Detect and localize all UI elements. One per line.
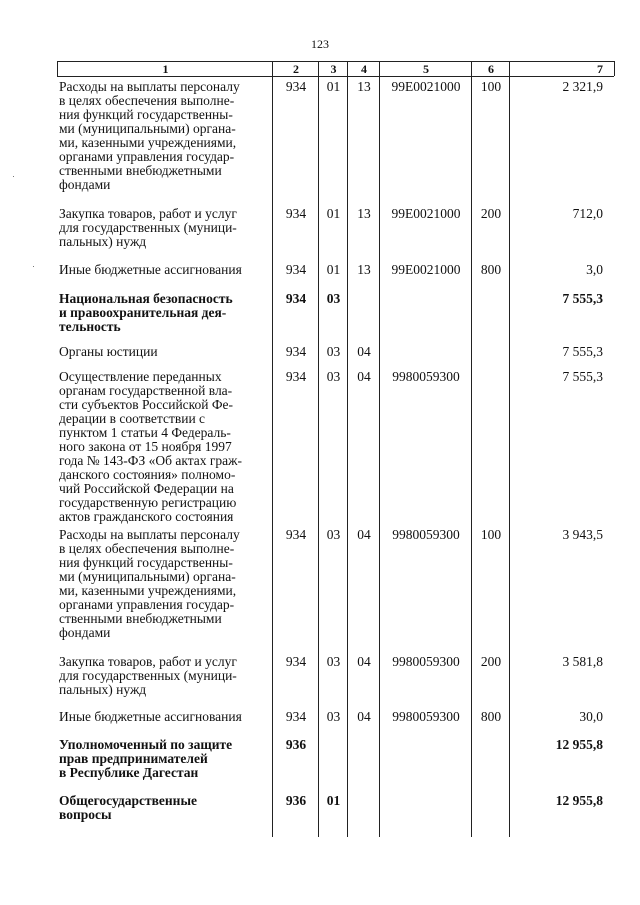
row-section: 03 <box>326 709 341 724</box>
header-cell: 7 <box>597 62 603 76</box>
header-cell: 6 <box>488 62 494 76</box>
header-cell: 5 <box>423 62 429 76</box>
row-expense-type: 200 <box>480 206 502 221</box>
column-divider <box>272 61 273 837</box>
row-section: 01 <box>326 793 341 808</box>
row-section: 03 <box>326 291 341 306</box>
row-target: 99Е0021000 <box>391 262 461 277</box>
row-amount: 712,0 <box>572 206 603 221</box>
row-section: 01 <box>326 206 341 221</box>
row-code: 934 <box>285 79 307 94</box>
row-amount: 7 555,3 <box>562 344 603 359</box>
row-amount: 12 955,8 <box>555 737 603 752</box>
row-amount: 12 955,8 <box>555 793 603 808</box>
row-name: Уполномоченный по защите прав предпринимателей в Республике Дагестан <box>59 737 233 780</box>
row-expense-type: 100 <box>480 79 502 94</box>
row-amount: 3 943,5 <box>562 527 603 542</box>
page-number: 123 <box>311 37 329 51</box>
row-name: Закупка товаров, работ и услуг для государственных (муници- пальных) нужд <box>59 206 237 249</box>
row-amount: 30,0 <box>579 709 603 724</box>
row-subsection: 04 <box>357 344 371 359</box>
row-expense-type: 800 <box>480 262 502 277</box>
row-section: 01 <box>326 79 341 94</box>
row-subsection: 13 <box>357 79 371 94</box>
row-expense-type: 200 <box>480 654 502 669</box>
row-name: Иные бюджетные ассигнования <box>59 709 242 724</box>
row-amount: 2 321,9 <box>562 79 603 94</box>
row-amount: 7 555,3 <box>562 291 603 306</box>
row-name: Органы юстиции <box>59 344 158 359</box>
row-code: 934 <box>285 344 307 359</box>
column-divider <box>471 61 472 837</box>
row-subsection: 04 <box>357 527 371 542</box>
row-section: 01 <box>326 262 341 277</box>
header-cell: 1 <box>162 62 169 76</box>
row-name: Общегосударственные вопросы <box>59 793 197 822</box>
row-code: 934 <box>285 527 307 542</box>
row-code: 934 <box>285 709 307 724</box>
column-divider <box>379 61 380 837</box>
column-divider <box>57 61 58 76</box>
row-section: 03 <box>326 344 341 359</box>
row-expense-type: 800 <box>480 709 502 724</box>
row-subsection: 13 <box>357 206 371 221</box>
row-expense-type: 100 <box>480 527 502 542</box>
row-section: 03 <box>326 654 341 669</box>
row-name: Закупка товаров, работ и услуг для государственных (муници- пальных) нужд <box>59 654 237 697</box>
column-divider <box>347 61 348 837</box>
row-name: Расходы на выплаты персоналу в целях обеспечения выполне- ния функций государственны- ми (муниципальными) органа- ми, казенными учреждениями, органами управления государ- ственными внебюджетными фондами <box>59 527 240 640</box>
row-section: 03 <box>326 369 341 384</box>
header-cell: 2 <box>293 62 299 76</box>
row-target: 99Е0021000 <box>391 206 461 221</box>
row-name: Национальная безопасность и правоохранительная дея- тельность <box>59 291 233 334</box>
row-code: 934 <box>285 291 307 306</box>
row-code: 934 <box>285 206 307 221</box>
row-subsection: 04 <box>357 369 371 384</box>
row-subsection: 04 <box>357 709 371 724</box>
row-code: 934 <box>285 369 307 384</box>
column-divider <box>509 61 510 837</box>
header-cell: 4 <box>361 62 367 76</box>
header-cell: 3 <box>330 62 337 76</box>
scan-speck <box>13 176 14 177</box>
row-amount: 3,0 <box>586 262 603 277</box>
row-subsection: 13 <box>357 262 371 277</box>
row-amount: 7 555,3 <box>562 369 603 384</box>
row-name: Иные бюджетные ассигнования <box>59 262 242 277</box>
row-code: 934 <box>285 654 307 669</box>
column-divider <box>318 61 319 837</box>
row-target: 9980059300 <box>392 369 460 384</box>
table-header-rule <box>57 76 614 77</box>
row-target: 9980059300 <box>392 527 460 542</box>
column-divider <box>614 61 615 76</box>
row-target: 9980059300 <box>392 654 460 669</box>
row-name: Осуществление переданных органам государственной вла- сти субъектов Российской Фе- дерации в соответствии с пунктом 1 статьи 4 Федераль- ного закона от 15 ноября 1997 года № 143-ФЗ «Об актах граж- данского состояния» полномо- чий Российской Федерации на государственную регистрацию актов гражданского состояния <box>59 369 243 524</box>
row-target: 9980059300 <box>392 709 460 724</box>
row-code: 934 <box>285 262 307 277</box>
row-subsection: 04 <box>357 654 371 669</box>
row-code: 936 <box>285 793 307 808</box>
row-section: 03 <box>326 527 341 542</box>
row-target: 99Е0021000 <box>391 79 461 94</box>
scan-speck <box>33 266 34 267</box>
row-name: Расходы на выплаты персоналу в целях обеспечения выполне- ния функций государственны- ми (муниципальными) органа- ми, казенными учреждениями, органами управления государ- ственными внебюджетными фондами <box>59 79 240 192</box>
row-code: 936 <box>285 737 307 752</box>
row-amount: 3 581,8 <box>562 654 603 669</box>
